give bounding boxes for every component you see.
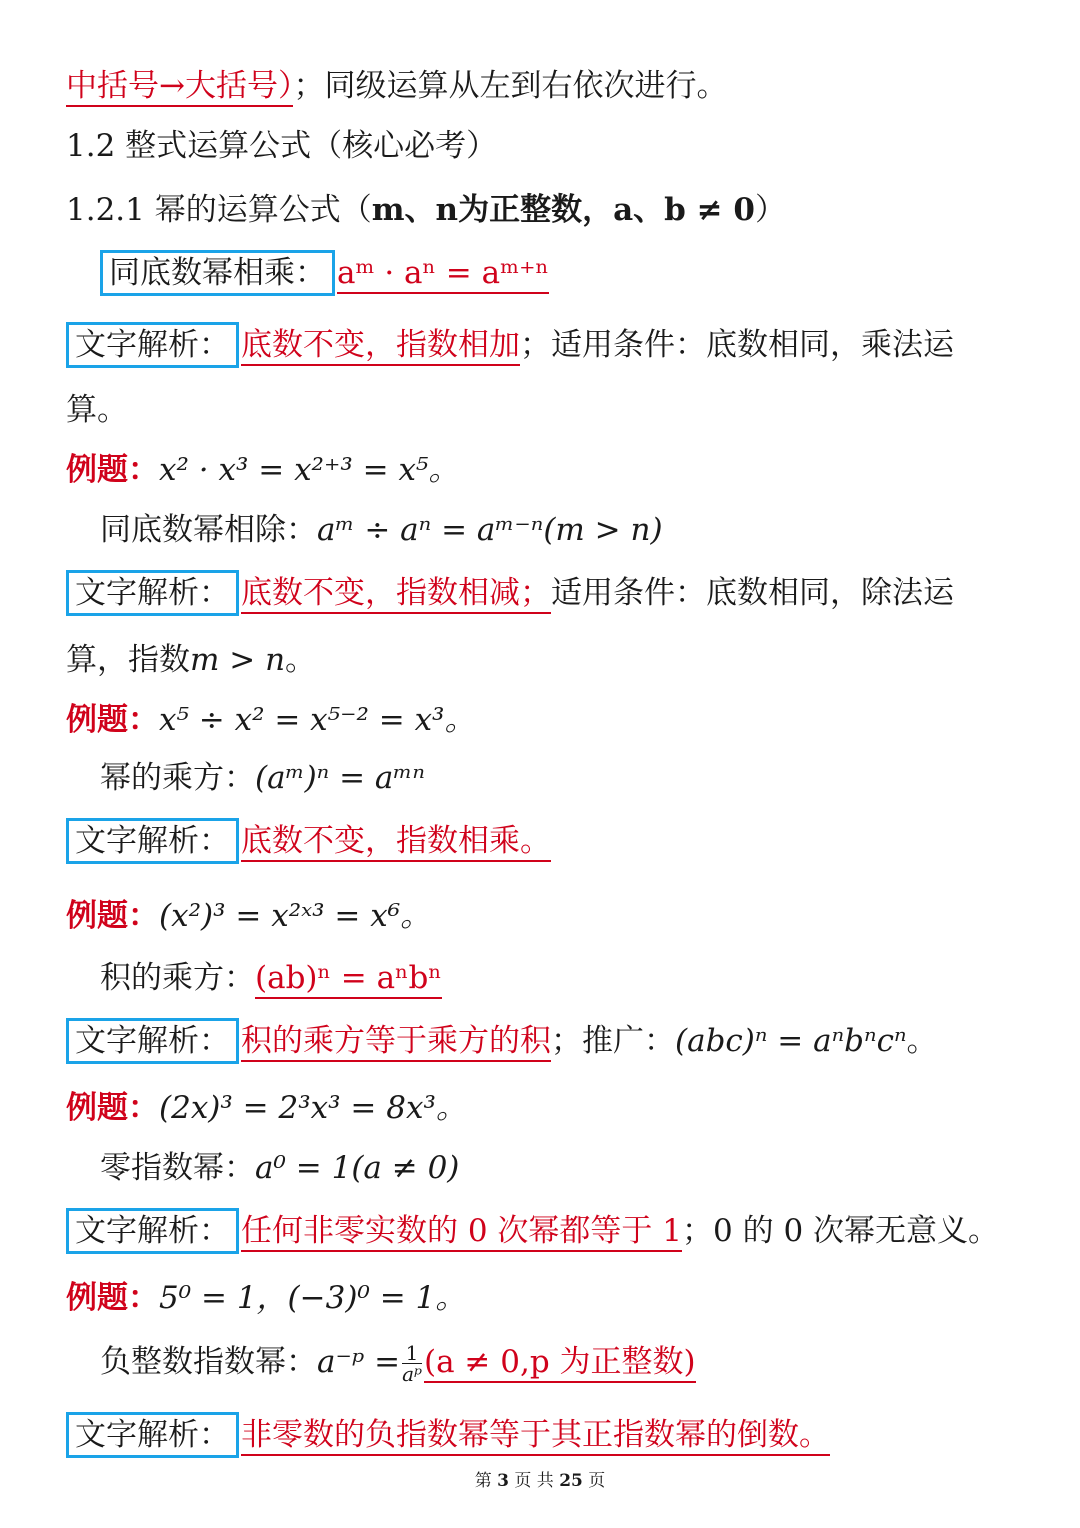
analysis-line	[66, 1412, 1020, 1458]
section-heading: 1.2 整式运算公式（核心必考）	[66, 128, 498, 164]
text-line	[66, 64, 1020, 108]
analysis-label-box: 文字解析：	[66, 570, 239, 616]
analysis-highlight: 非零数的负指数幂等于其正指数幂的倒数。	[241, 1417, 830, 1456]
example-line	[66, 1276, 1020, 1320]
example-formula: x² · x³ = x²⁺³ = x⁵。	[159, 452, 460, 488]
rule-label: 负整数指数幂：	[100, 1344, 317, 1380]
fraction-denominator: aᵖ	[402, 1362, 422, 1386]
analysis-text: ；适用条件：底数相同，乘法运	[520, 327, 954, 363]
example-label: 例题：	[66, 702, 159, 738]
analysis-continuation	[66, 638, 1020, 682]
rule-formula: (aᵐ)ⁿ = aᵐⁿ	[255, 760, 425, 796]
rule-label: 幂的乘方：	[100, 760, 255, 796]
analysis-label-box: 文字解析：	[66, 322, 239, 368]
rule-label: 同底数幂相除：	[100, 512, 317, 548]
analysis-highlight: 任何非零实数的 0 次幂都等于 1	[241, 1213, 682, 1252]
rule-formula: (ab)ⁿ = aⁿbⁿ	[255, 960, 442, 999]
example-label: 例题：	[66, 452, 159, 488]
example-label: 例题：	[66, 1090, 159, 1126]
example-line	[66, 448, 1020, 492]
rule-line	[100, 956, 1020, 1000]
rule-line	[100, 250, 1020, 296]
rule-formula: aᵐ ÷ aⁿ = aᵐ⁻ⁿ(m > n)	[317, 512, 663, 548]
analysis-text: ；推广：	[551, 1023, 675, 1059]
highlight-text: 中括号→大括号）	[66, 68, 293, 107]
continuation-text: 算，指数	[66, 642, 190, 678]
analysis-highlight: 底数不变，指数相减；	[241, 575, 551, 614]
rule-label: 零指数幂：	[100, 1150, 255, 1186]
heading-prefix: 1.2.1 幂的运算公式（	[66, 192, 372, 228]
rule-condition: (a ≠ 0,p 为正整数)	[424, 1344, 696, 1383]
analysis-line	[66, 570, 1020, 616]
footer-text: 页	[588, 1471, 606, 1491]
analysis-line	[66, 1018, 1020, 1064]
analysis-label-box: 文字解析：	[66, 818, 239, 864]
analysis-highlight: 底数不变，指数相加	[241, 327, 520, 366]
example-formula: x⁵ ÷ x² = x⁵⁻² = x³。	[159, 702, 476, 738]
analysis-label-box: 文字解析：	[66, 1018, 239, 1064]
rule-label: 积的乘方：	[100, 960, 255, 996]
rule-line	[100, 756, 1020, 800]
example-formula: 5⁰ = 1，(−3)⁰ = 1。	[159, 1280, 467, 1316]
fraction-numerator: 1	[402, 1343, 422, 1364]
example-formula: (x²)³ = x²ˣ³ = x⁶。	[159, 898, 432, 934]
rule-label-box: 同底数幂相乘：	[100, 250, 335, 296]
analysis-continuation: 算。	[66, 392, 128, 428]
subsection-heading	[66, 188, 1020, 232]
analysis-highlight: 积的乘方等于乘方的积	[241, 1023, 551, 1062]
continuation-end: 。	[285, 642, 317, 678]
example-label: 例题：	[66, 1280, 159, 1316]
example-formula: (2x)³ = 2³x³ = 8x³。	[159, 1090, 467, 1126]
analysis-highlight: 底数不变，指数相乘。	[241, 823, 551, 862]
analysis-text: ；0 的 0 次幂无意义。	[682, 1213, 1000, 1249]
fraction	[402, 1343, 422, 1384]
example-label: 例题：	[66, 898, 159, 934]
analysis-text: 适用条件：底数相同，除法运	[551, 575, 954, 611]
rule-line	[100, 508, 1020, 552]
analysis-math: (abc)ⁿ = aⁿbⁿcⁿ	[675, 1023, 907, 1059]
heading-suffix: ）	[754, 192, 786, 228]
continuation-math: m > n	[190, 642, 286, 678]
footer-text: 第	[474, 1471, 492, 1491]
analysis-label-box: 文字解析：	[66, 1412, 239, 1458]
page-footer	[0, 1466, 1080, 1491]
analysis-line	[66, 818, 1020, 864]
rule-formula: aᵐ · aⁿ = aᵐ⁺ⁿ	[337, 255, 549, 294]
analysis-label-box: 文字解析：	[66, 1208, 239, 1254]
example-line	[66, 1086, 1020, 1130]
footer-text: 页 共	[514, 1471, 554, 1491]
total-pages: 25	[559, 1471, 583, 1491]
analysis-line	[66, 322, 1020, 368]
rule-line	[100, 1340, 1020, 1384]
analysis-end: 。	[906, 1023, 938, 1059]
rule-line	[100, 1146, 1020, 1190]
rule-lhs: a⁻ᵖ =	[317, 1344, 401, 1380]
example-line	[66, 894, 1020, 938]
body-text: ；同级运算从左到右依次进行。	[293, 68, 728, 104]
heading-condition: m、n为正整数，a、b ≠ 0	[371, 192, 755, 228]
page-number: 3	[497, 1471, 509, 1491]
rule-formula: a⁰ = 1(a ≠ 0)	[255, 1150, 460, 1186]
analysis-line	[66, 1208, 1020, 1254]
example-line	[66, 698, 1020, 742]
